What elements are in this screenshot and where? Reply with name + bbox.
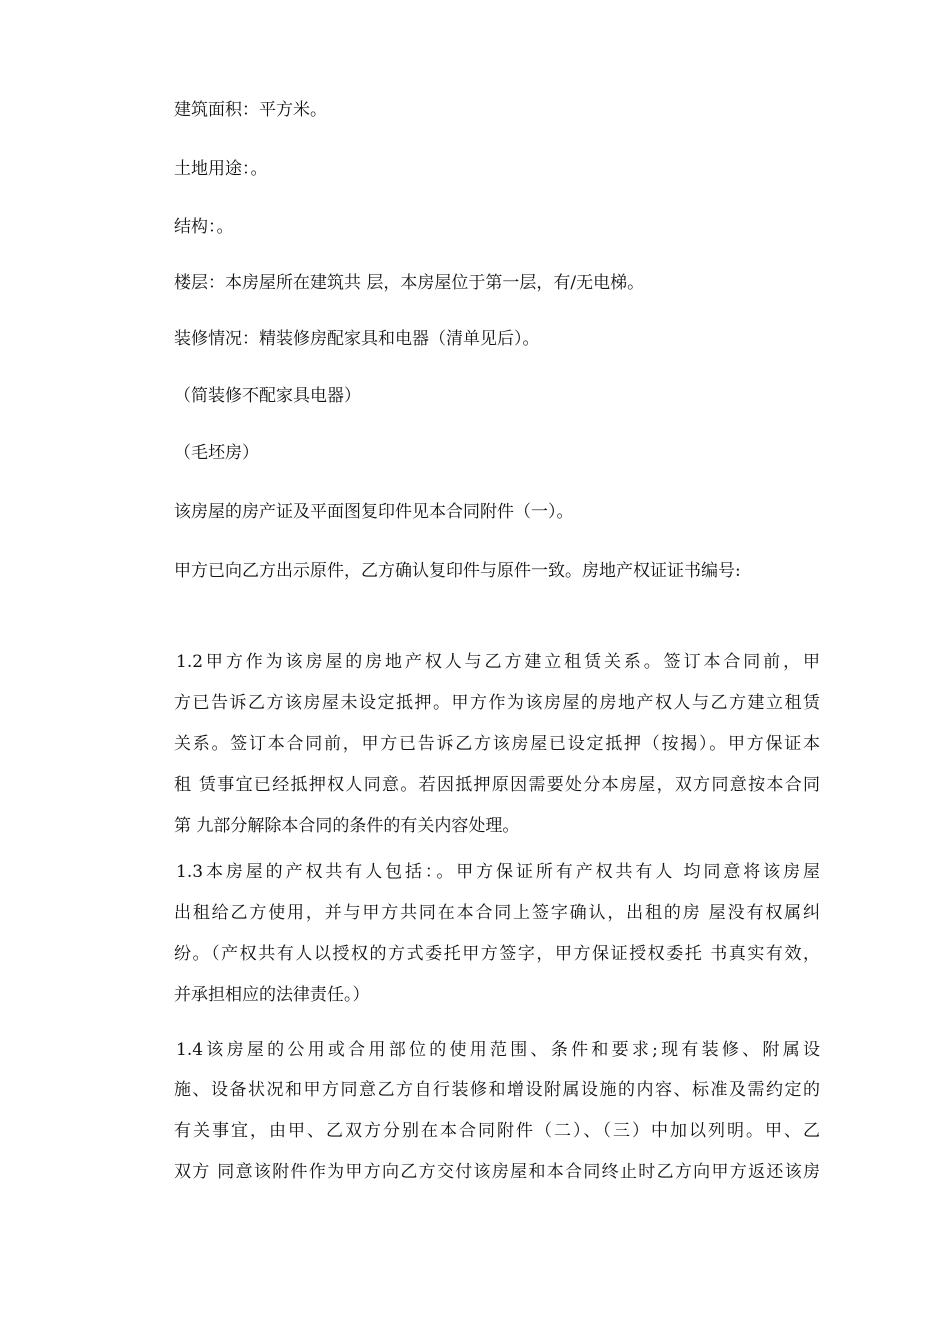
field-structure: 结构：。 xyxy=(174,217,234,237)
field-decoration: 装修情况：精装修房配家具和电器（清单见后）。 xyxy=(174,329,540,349)
clause-line: 1.4该房屋的公用或合用部位的使用范围、条件和要求;现有装修、附属设 xyxy=(176,1040,820,1060)
field-certificate-number: 甲方已向乙方出示原件，乙方确认复印件与原件一致。房地产权证证书编号: xyxy=(174,561,741,581)
clause-line: 租 赁事宜已经抵押权人同意。若因抵押原因需要处分本房屋，双方同意按本合同 xyxy=(174,775,820,795)
field-rough-house: （毛坯房） xyxy=(174,443,259,463)
field-land-use: 土地用途：。 xyxy=(174,159,268,179)
clause-line: 1.2甲方作为该房屋的房地产权人与乙方建立租赁关系。签订本合同前，甲 xyxy=(176,652,820,672)
clause-line: 并承担相应的法律责任。） xyxy=(174,985,370,1005)
clause-line: 出租给乙方使用，并与甲方共同在本合同上签字确认，出租的房 屋没有权属纠 xyxy=(174,903,820,923)
clause-line: 纷。（产权共有人以授权的方式委托甲方签字，甲方保证授权委托 书真实有效， xyxy=(174,944,820,964)
field-certificate-copy: 该房屋的房产证及平面图复印件见本合同附件（一）。 xyxy=(174,502,574,522)
clause-line: 方已告诉乙方该房屋未设定抵押。甲方作为该房屋的房地产权人与乙方建立租赁 xyxy=(174,693,820,713)
field-building-area: 建筑面积：平方米。 xyxy=(174,100,327,120)
clause-line: 第 九部分解除本合同的条件的有关内容处理。 xyxy=(174,816,520,836)
clause-line: 有关事宜，由甲、乙双方分别在本合同附件（二）、（三）中加以列明。甲、乙 xyxy=(174,1121,820,1141)
field-floor: 楼层：本房屋所在建筑共 层，本房屋位于第一层，有/无电梯。 xyxy=(174,273,645,293)
clause-line: 施、设备状况和甲方同意乙方自行装修和增设附属设施的内容、标准及需约定的 xyxy=(174,1080,820,1100)
clause-line: 关系。签订本合同前，甲方已告诉乙方该房屋已设定抵押（按揭）。甲方保证本 xyxy=(174,734,820,754)
clause-line: 1.3本房屋的产权共有人包括：。甲方保证所有产权共有人 均同意将该房屋 xyxy=(176,862,820,882)
clause-line: 双方 同意该附件作为甲方向乙方交付该房屋和本合同终止时乙方向甲方返还该房 xyxy=(174,1162,820,1182)
field-simple-decoration: （简装修不配家具电器） xyxy=(174,386,361,406)
